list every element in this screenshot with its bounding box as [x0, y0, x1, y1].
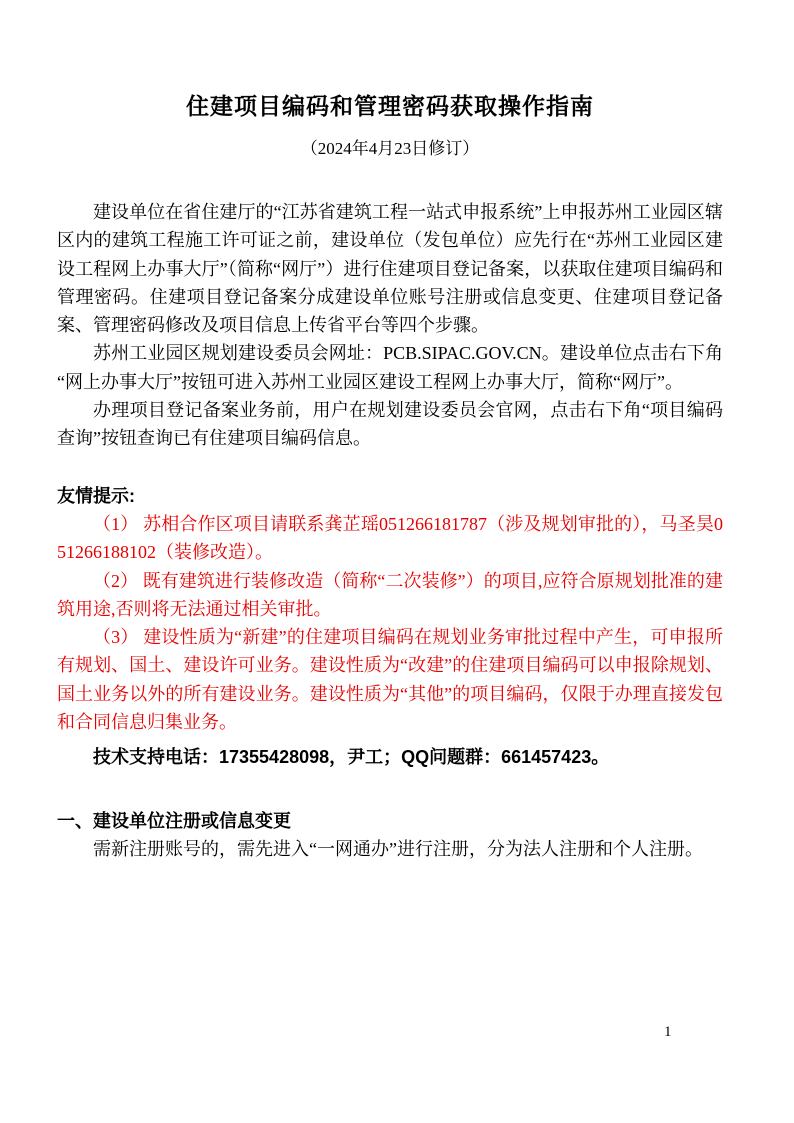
section-1-paragraph: 需新注册账号的，需先进入“一网通办”进行注册，分为法人注册和个人注册。: [93, 838, 703, 859]
document-title: 住建项目编码和管理密码获取操作指南: [186, 94, 594, 119]
tip-item-1: （1） 苏相合作区项目请联系龚芷瑶051266181787（涉及规划审批的），马圣昊051266188102（装修改造）。: [57, 513, 723, 563]
intro-paragraph: 建设单位在省住建厅的“江苏省建筑工程一站式申报系统”上申报苏州工业园区辖区内的建筑工程施工许可证之前，建设单位（发包单位）应先行在“苏州工业园区建设工程网上办事大厅”（简称“网厅”）进行住建项目登记备案，以获取住建项目编码和管理密码。住建项目登记备案分成建设单位账号注册或信息变更、住建项目登记备案、管理密码修改及项目信息上传省平台等四个步骤。: [57, 202, 723, 336]
tip-item-2: （2） 既有建筑进行装修改造（简称“二次装修”）的项目,应符合原规划批准的建筑用途,否则将无法通过相关审批。: [57, 570, 723, 619]
website-paragraph: 苏州工业园区规划建设委员会网址：PCB.SIPAC.GOV.CN。建设单位点击右下角“网上办事大厅”按钮可进入苏州工业园区建设工程网上办事大厅，简称“网厅”。: [57, 343, 723, 392]
revision-date: （2024年4月23日修订）: [300, 139, 480, 158]
tips-heading: 友情提示:: [57, 485, 135, 506]
page-number: 1: [664, 1024, 672, 1040]
tip-item-3: （3） 建设性质为“新建”的住建项目编码在规划业务审批过程中产生，可申报所有规划、国土、建设许可业务。建设性质为“改建”的住建项目编码可以申报除规划、国土业务以外的所有建设业务。建设性质为“其他”的项目编码，仅限于办理直接发包和合同信息归集业务。: [57, 627, 723, 733]
code-query-paragraph: 办理项目登记备案业务前，用户在规划建设委员会官网，点击右下角“项目编码查询”按钮查询已有住建项目编码信息。: [57, 400, 723, 449]
support-contact-line: 技术支持电话：17355428098，尹工；QQ问题群：661457423。: [93, 747, 610, 768]
section-1-heading: 一、建设单位注册或信息变更: [57, 810, 291, 831]
